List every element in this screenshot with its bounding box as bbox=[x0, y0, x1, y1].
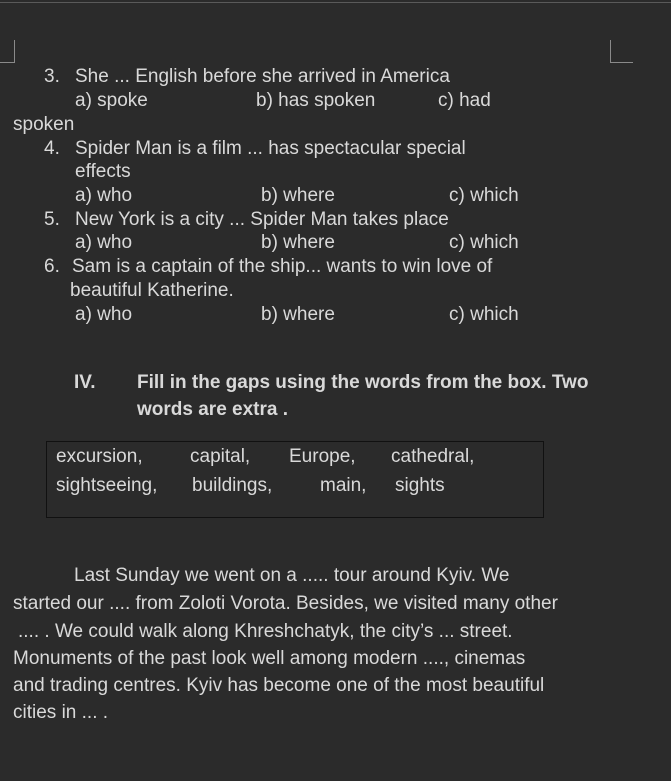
question-5-option-b: b) where bbox=[261, 232, 335, 253]
section-numeral: IV. bbox=[74, 372, 96, 393]
question-4-option-c: c) which bbox=[449, 185, 519, 206]
word-buildings: buildings, bbox=[192, 475, 273, 496]
question-5-number: 5. bbox=[44, 209, 60, 230]
paragraph-line-6: cities in ... . bbox=[13, 702, 109, 723]
paragraph-line-4: Monuments of the past look well among modern ...., cinemas bbox=[13, 648, 526, 669]
word-sightseeing: sightseeing, bbox=[56, 475, 158, 496]
question-3-option-c-wrap: spoken bbox=[13, 114, 75, 135]
word-capital: capital, bbox=[190, 446, 251, 467]
question-6-option-a: a) who bbox=[75, 304, 133, 325]
question-3-option-a: a) spoke bbox=[75, 90, 148, 111]
word-excursion: excursion, bbox=[56, 446, 143, 467]
question-4-stem: Spider Man is a film ... has spectacular special bbox=[75, 138, 466, 159]
question-5-stem: New York is a city ... Spider Man takes place bbox=[75, 209, 449, 230]
question-4-option-a: a) who bbox=[75, 185, 133, 206]
paragraph-line-2: started our .... from Zoloti Vorota. Besides, we visited many other bbox=[13, 593, 558, 614]
question-4-option-b: b) where bbox=[261, 185, 335, 206]
question-4-number: 4. bbox=[44, 138, 60, 159]
section-instruction-line-1: Fill in the gaps using the words from the box. Two bbox=[137, 372, 589, 393]
question-6-option-c: c) which bbox=[449, 304, 519, 325]
word-sights: sights bbox=[395, 475, 445, 496]
question-6-stem-cont: beautiful Katherine. bbox=[70, 280, 234, 301]
question-3-option-c: c) had bbox=[438, 90, 491, 111]
question-5-option-a: a) who bbox=[75, 232, 133, 253]
page-margin-corner-right bbox=[610, 40, 633, 63]
question-6-option-b: b) where bbox=[261, 304, 335, 325]
question-3-option-b: b) has spoken bbox=[256, 90, 376, 111]
page-margin-corner-left bbox=[0, 40, 15, 63]
question-5-option-c: c) which bbox=[449, 232, 519, 253]
question-4-stem-cont: effects bbox=[75, 161, 131, 182]
question-3-stem: She ... English before she arrived in America bbox=[75, 66, 450, 87]
top-border-line bbox=[0, 2, 671, 3]
question-6-stem: Sam is a captain of the ship... wants to win love of bbox=[72, 256, 493, 277]
paragraph-line-5: and trading centres. Kyiv has become one of the most beautiful bbox=[13, 675, 545, 696]
question-3-number: 3. bbox=[44, 66, 60, 87]
word-main: main, bbox=[320, 475, 367, 496]
paragraph-line-3: .... . We could walk along Khreshchatyk, the city’s ... street. bbox=[18, 621, 513, 642]
word-cathedral: cathedral, bbox=[391, 446, 475, 467]
word-europe: Europe, bbox=[289, 446, 356, 467]
paragraph-line-1: Last Sunday we went on a ..... tour around Kyiv. We bbox=[74, 565, 510, 586]
section-instruction-line-2: words are extra . bbox=[137, 399, 289, 420]
question-6-number: 6. bbox=[44, 256, 60, 277]
